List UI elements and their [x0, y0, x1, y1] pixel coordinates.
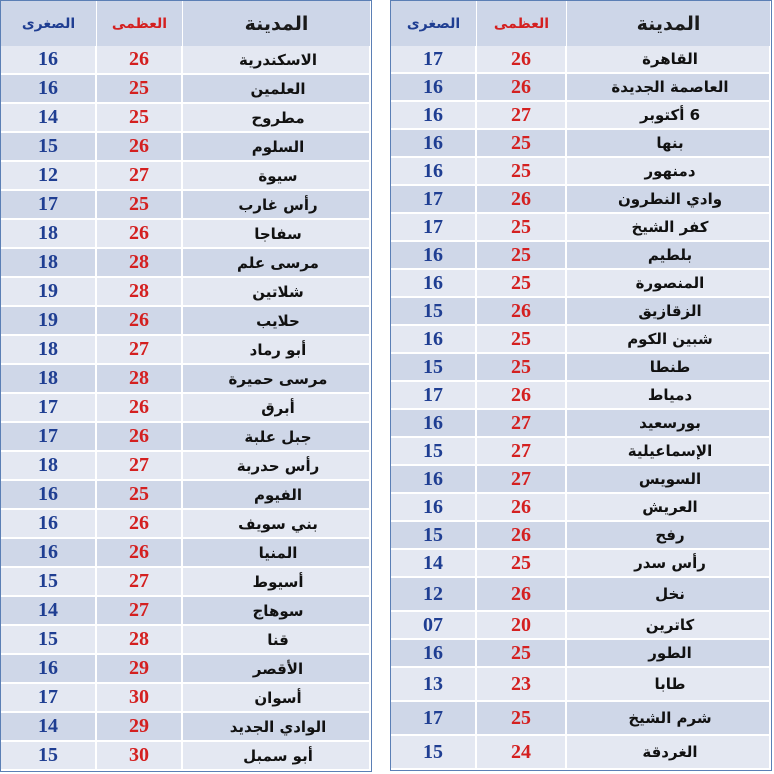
city-name-cell: مطروح	[183, 104, 371, 133]
city-name-cell: سفاجا	[183, 220, 371, 249]
city-name-cell: الفيوم	[183, 481, 371, 510]
max-temp-cell: 25	[97, 104, 183, 133]
max-temp-cell: 26	[97, 394, 183, 423]
max-temp-cell: 25	[477, 270, 567, 298]
max-temp-cell: 27	[477, 410, 567, 438]
min-temp-cell: 16	[391, 270, 477, 298]
city-name-cell: قنا	[183, 626, 371, 655]
column-header-city: المدينة	[183, 1, 371, 46]
city-name-cell: رأس حدربة	[183, 452, 371, 481]
city-name-cell: الوادي الجديد	[183, 713, 371, 742]
min-temp-cell: 15	[391, 354, 477, 382]
table-row	[1, 133, 371, 162]
min-temp-cell: 17	[391, 702, 477, 736]
max-temp-cell: 28	[97, 626, 183, 655]
table-row	[1, 655, 371, 684]
city-name-cell: شلاتين	[183, 278, 371, 307]
column-header-min: الصغرى	[391, 1, 477, 46]
city-name-cell: دمنهور	[567, 158, 771, 186]
min-temp-cell: 16	[1, 655, 97, 684]
table-row	[1, 713, 371, 742]
table-row	[1, 452, 371, 481]
min-temp-cell: 12	[1, 162, 97, 191]
table-row	[1, 394, 371, 423]
max-temp-cell: 26	[477, 522, 567, 550]
table-row	[1, 336, 371, 365]
table-row	[1, 75, 371, 104]
table-row	[391, 578, 771, 612]
table-row	[391, 74, 771, 102]
city-name-cell: بنها	[567, 130, 771, 158]
city-name-cell: أسوان	[183, 684, 371, 713]
min-temp-cell: 16	[1, 46, 97, 75]
max-temp-cell: 25	[477, 326, 567, 354]
table-row	[391, 736, 771, 770]
min-temp-cell: 18	[1, 249, 97, 278]
max-temp-cell: 24	[477, 736, 567, 770]
table-row	[1, 278, 371, 307]
min-temp-cell: 15	[1, 742, 97, 771]
min-temp-cell: 17	[1, 191, 97, 220]
city-name-cell: حلايب	[183, 307, 371, 336]
table-row	[391, 242, 771, 270]
column-header-city: المدينة	[567, 1, 771, 46]
min-temp-cell: 16	[391, 158, 477, 186]
city-name-cell: الاسكندرية	[183, 46, 371, 75]
temperature-table-right	[390, 0, 772, 771]
table-row	[391, 326, 771, 354]
table-row	[391, 550, 771, 578]
min-temp-cell: 16	[1, 481, 97, 510]
min-temp-cell: 15	[391, 736, 477, 770]
city-name-cell: سيوة	[183, 162, 371, 191]
city-name-cell: سوهاج	[183, 597, 371, 626]
max-temp-cell: 26	[477, 578, 567, 612]
max-temp-cell: 23	[477, 668, 567, 702]
max-temp-cell: 20	[477, 612, 567, 640]
max-temp-cell: 26	[97, 46, 183, 75]
city-name-cell: رفح	[567, 522, 771, 550]
max-temp-cell: 25	[477, 550, 567, 578]
min-temp-cell: 17	[1, 684, 97, 713]
max-temp-cell: 26	[97, 510, 183, 539]
min-temp-cell: 17	[391, 46, 477, 74]
city-name-cell: الطور	[567, 640, 771, 668]
city-name-cell: الإسماعيلية	[567, 438, 771, 466]
max-temp-cell: 26	[477, 46, 567, 74]
min-temp-cell: 17	[391, 186, 477, 214]
table-row	[1, 626, 371, 655]
min-temp-cell: 18	[1, 452, 97, 481]
min-temp-cell: 16	[1, 510, 97, 539]
city-name-cell: بورسعيد	[567, 410, 771, 438]
city-name-cell: كفر الشيخ	[567, 214, 771, 242]
table-row	[1, 162, 371, 191]
max-temp-cell: 26	[97, 220, 183, 249]
min-temp-cell: 16	[391, 466, 477, 494]
table-row	[391, 382, 771, 410]
table-row	[391, 702, 771, 736]
min-temp-cell: 16	[1, 75, 97, 104]
max-temp-cell: 27	[97, 597, 183, 626]
min-temp-cell: 14	[1, 713, 97, 742]
city-name-cell: السلوم	[183, 133, 371, 162]
table-row	[1, 742, 371, 771]
table-row	[1, 46, 371, 75]
max-temp-cell: 28	[97, 278, 183, 307]
table-header-row	[391, 1, 771, 46]
table-row	[391, 410, 771, 438]
city-name-cell: وادي النطرون	[567, 186, 771, 214]
table-row	[1, 539, 371, 568]
city-name-cell: جبل علبة	[183, 423, 371, 452]
min-temp-cell: 17	[391, 214, 477, 242]
min-temp-cell: 15	[391, 522, 477, 550]
city-name-cell: شرم الشيخ	[567, 702, 771, 736]
max-temp-cell: 27	[477, 102, 567, 130]
max-temp-cell: 26	[97, 307, 183, 336]
min-temp-cell: 18	[1, 220, 97, 249]
table-row	[391, 214, 771, 242]
min-temp-cell: 16	[391, 74, 477, 102]
city-name-cell: شبين الكوم	[567, 326, 771, 354]
table-row	[391, 158, 771, 186]
table-row	[1, 249, 371, 278]
max-temp-cell: 26	[477, 382, 567, 410]
max-temp-cell: 26	[477, 186, 567, 214]
min-temp-cell: 13	[391, 668, 477, 702]
city-name-cell: كاترين	[567, 612, 771, 640]
max-temp-cell: 27	[97, 162, 183, 191]
city-name-cell: القاهرة	[567, 46, 771, 74]
city-name-cell: المنصورة	[567, 270, 771, 298]
max-temp-cell: 26	[97, 539, 183, 568]
max-temp-cell: 27	[97, 452, 183, 481]
city-name-cell: الأقصر	[183, 655, 371, 684]
city-name-cell: طنطا	[567, 354, 771, 382]
city-name-cell: مرسى حميرة	[183, 365, 371, 394]
min-temp-cell: 18	[1, 365, 97, 394]
column-header-min: الصغرى	[1, 1, 97, 46]
max-temp-cell: 26	[477, 494, 567, 522]
city-name-cell: الغردقة	[567, 736, 771, 770]
max-temp-cell: 30	[97, 742, 183, 771]
max-temp-cell: 26	[477, 74, 567, 102]
max-temp-cell: 25	[97, 75, 183, 104]
city-name-cell: دمياط	[567, 382, 771, 410]
city-name-cell: بني سويف	[183, 510, 371, 539]
max-temp-cell: 29	[97, 655, 183, 684]
table-row	[391, 46, 771, 74]
max-temp-cell: 27	[97, 568, 183, 597]
city-name-cell: أسيوط	[183, 568, 371, 597]
max-temp-cell: 25	[97, 191, 183, 220]
max-temp-cell: 28	[97, 365, 183, 394]
table-row	[1, 365, 371, 394]
city-name-cell: مرسى علم	[183, 249, 371, 278]
max-temp-cell: 25	[477, 242, 567, 270]
column-header-max: العظمى	[477, 1, 567, 46]
min-temp-cell: 14	[1, 597, 97, 626]
table-row	[391, 130, 771, 158]
table-row	[1, 307, 371, 336]
max-temp-cell: 25	[477, 214, 567, 242]
min-temp-cell: 17	[391, 382, 477, 410]
city-name-cell: العاصمة الجديدة	[567, 74, 771, 102]
min-temp-cell: 16	[391, 102, 477, 130]
min-temp-cell: 15	[391, 298, 477, 326]
max-temp-cell: 25	[477, 354, 567, 382]
table-row	[391, 298, 771, 326]
table-row	[391, 612, 771, 640]
max-temp-cell: 25	[477, 640, 567, 668]
min-temp-cell: 16	[391, 494, 477, 522]
table-row	[391, 494, 771, 522]
city-name-cell: العريش	[567, 494, 771, 522]
city-name-cell: المنيا	[183, 539, 371, 568]
table-row	[1, 597, 371, 626]
table-row	[1, 423, 371, 452]
city-name-cell: السويس	[567, 466, 771, 494]
max-temp-cell: 30	[97, 684, 183, 713]
city-name-cell: رأس سدر	[567, 550, 771, 578]
table-row	[391, 354, 771, 382]
city-name-cell: 6 أكتوبر	[567, 102, 771, 130]
max-temp-cell: 27	[477, 438, 567, 466]
table-row	[391, 438, 771, 466]
min-temp-cell: 14	[391, 550, 477, 578]
table-row	[1, 104, 371, 133]
max-temp-cell: 26	[477, 298, 567, 326]
city-name-cell: رأس غارب	[183, 191, 371, 220]
min-temp-cell: 16	[391, 326, 477, 354]
max-temp-cell: 25	[477, 158, 567, 186]
city-name-cell: أبو رماد	[183, 336, 371, 365]
min-temp-cell: 16	[1, 539, 97, 568]
max-temp-cell: 25	[477, 702, 567, 736]
table-row	[391, 668, 771, 702]
table-header-row	[1, 1, 371, 46]
city-name-cell: بلطيم	[567, 242, 771, 270]
min-temp-cell: 15	[1, 626, 97, 655]
table-row	[391, 522, 771, 550]
max-temp-cell: 29	[97, 713, 183, 742]
min-temp-cell: 17	[1, 423, 97, 452]
table-row	[1, 684, 371, 713]
min-temp-cell: 16	[391, 130, 477, 158]
table-row	[391, 270, 771, 298]
min-temp-cell: 19	[1, 307, 97, 336]
max-temp-cell: 26	[97, 133, 183, 162]
column-header-max: العظمى	[97, 1, 183, 46]
city-name-cell: أبو سمبل	[183, 742, 371, 771]
min-temp-cell: 16	[391, 242, 477, 270]
city-name-cell: أبرق	[183, 394, 371, 423]
city-name-cell: نخل	[567, 578, 771, 612]
min-temp-cell: 17	[1, 394, 97, 423]
min-temp-cell: 16	[391, 410, 477, 438]
max-temp-cell: 25	[97, 481, 183, 510]
table-row	[391, 186, 771, 214]
min-temp-cell: 15	[391, 438, 477, 466]
max-temp-cell: 27	[477, 466, 567, 494]
min-temp-cell: 12	[391, 578, 477, 612]
table-row	[1, 568, 371, 597]
table-row	[1, 510, 371, 539]
max-temp-cell: 27	[97, 336, 183, 365]
temperature-table-left	[0, 0, 372, 772]
table-row	[1, 191, 371, 220]
min-temp-cell: 14	[1, 104, 97, 133]
min-temp-cell: 15	[1, 568, 97, 597]
max-temp-cell: 25	[477, 130, 567, 158]
min-temp-cell: 15	[1, 133, 97, 162]
table-row	[391, 640, 771, 668]
min-temp-cell: 07	[391, 612, 477, 640]
table-row	[1, 481, 371, 510]
max-temp-cell: 28	[97, 249, 183, 278]
city-name-cell: طابا	[567, 668, 771, 702]
table-row	[391, 466, 771, 494]
min-temp-cell: 18	[1, 336, 97, 365]
max-temp-cell: 26	[97, 423, 183, 452]
min-temp-cell: 16	[391, 640, 477, 668]
table-row	[1, 220, 371, 249]
min-temp-cell: 19	[1, 278, 97, 307]
table-row	[391, 102, 771, 130]
city-name-cell: الزقازيق	[567, 298, 771, 326]
city-name-cell: العلمين	[183, 75, 371, 104]
